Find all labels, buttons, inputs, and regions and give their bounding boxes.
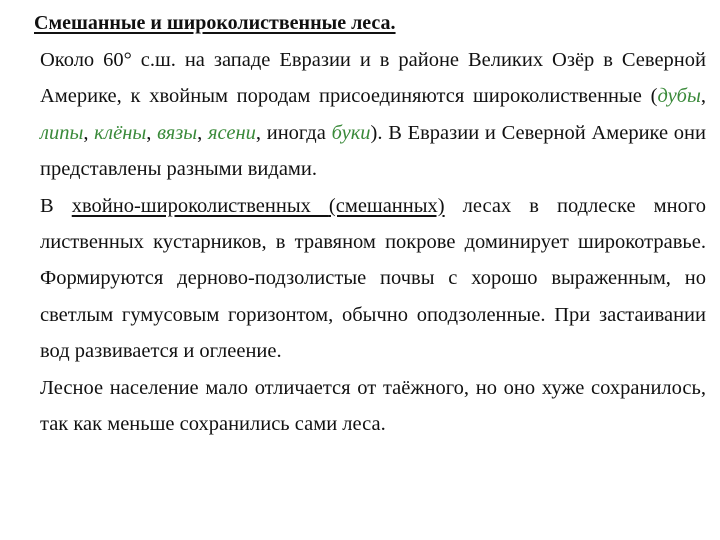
term-coniferous-broadleaf: хвойно-широколиственных <box>71 194 329 217</box>
p2-rest: лесах в подлеске много лиственных кустарников, в травяном покрове доминирует широкотравье. Формируются дерново-подзолистые почвы с хорошо выраженным, но светлым гумусовым горизонтом, обычно оподзоленные. При застаивании вод развивается и оглеение. <box>40 194 706 363</box>
paragraph-forest-composition: Около 60° с.ш. на западе Евразии и в районе Великих Озёр в Северной Америке, к хвойным породам присоединяются широколиственные (дубы, липы, клёны, вязы, ясени, иногда буки). В Евразии и Северной Америке они представлены разными видами. <box>40 49 706 181</box>
tree-linden: липы <box>40 121 84 144</box>
paragraph-mixed-forests: В хвойно-широколиственных (смешанных) лесах в подлеске много лиственных кустарников, в травяном покрове доминирует широкотравье. Формируются дерново-подзолистые почвы с хорошо выраженным, но светлым гумусовым горизонтом, обычно оподзоленные. При застаивании вод развивается и оглеение. <box>40 194 706 363</box>
slide-content <box>34 8 706 442</box>
slide-title: Смешанные и широколиственные леса. <box>34 12 396 34</box>
term-mixed: (смешанных) <box>328 194 445 217</box>
tree-ash: ясени <box>208 121 256 144</box>
tree-beech: буки <box>331 121 371 144</box>
tree-maple: клёны <box>94 121 147 144</box>
tree-elm: вязы <box>157 121 198 144</box>
p1-outro: ). В Евразии и Северной Америке они представлены разными видами. <box>40 121 706 181</box>
tree-oak: дубы <box>657 85 701 108</box>
p1-intro: Около 60° с.ш. на западе Евразии и в районе Великих Озёр в Северной Америке, к хвойным породам присоединяются широколиственные ( <box>40 49 706 108</box>
p3-text: Лесное население мало отличается от таёжного, но оно хуже сохранилось, так как меньше сохранились сами леса. <box>40 376 706 436</box>
paragraph-fauna <box>34 370 706 443</box>
